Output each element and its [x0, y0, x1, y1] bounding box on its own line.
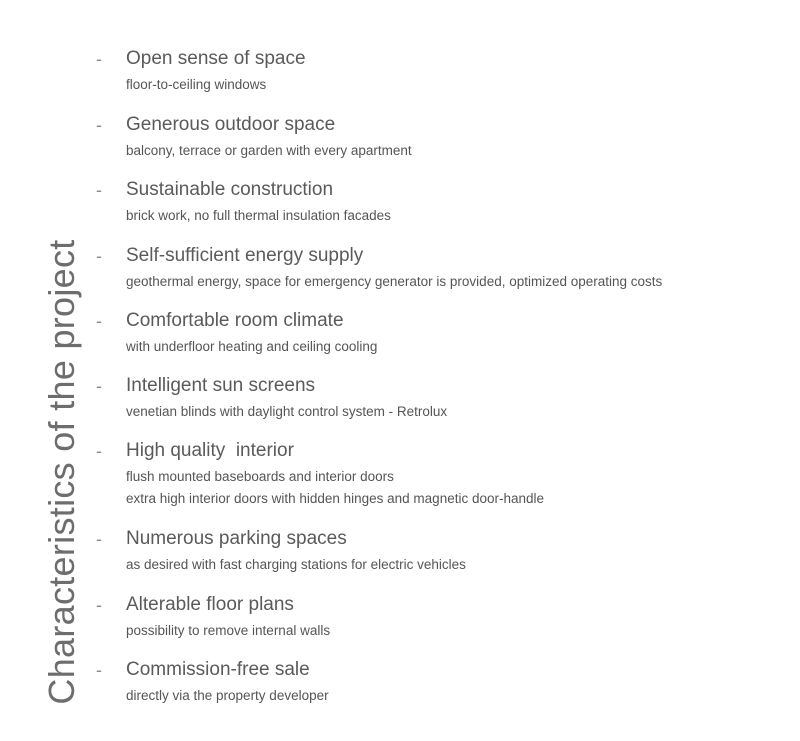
item-description: geothermal energy, space for emergency generator is provided, optimized operating costs — [126, 274, 663, 289]
item-heading: Generous outdoor space — [126, 114, 336, 135]
item-heading: Self-sufficient energy supply — [126, 245, 364, 266]
bullet-dash: - — [96, 660, 102, 680]
bullet-dash: - — [96, 595, 102, 615]
bullet-dash: - — [96, 180, 102, 200]
item-heading: Commission-free sale — [126, 659, 310, 680]
item-description: floor-to-ceiling windows — [126, 77, 267, 92]
item-description: flush mounted baseboards and interior doors — [126, 469, 394, 484]
bullet-dash: - — [96, 49, 102, 69]
bullet-dash: - — [96, 115, 102, 135]
item-heading: High quality interior — [126, 440, 294, 461]
item-heading: Sustainable construction — [126, 179, 334, 200]
item-heading: Numerous parking spaces — [126, 528, 347, 549]
item-heading: Alterable floor plans — [126, 594, 294, 615]
item-description: as desired with fast charging stations for electric vehicles — [126, 557, 466, 572]
bullet-dash: - — [96, 441, 102, 461]
item-heading: Open sense of space — [126, 48, 306, 69]
bullet-dash: - — [96, 311, 102, 331]
item-heading: Intelligent sun screens — [126, 375, 316, 396]
page-title: Characteristics of the project — [41, 239, 82, 705]
item-heading: Comfortable room climate — [126, 310, 344, 331]
item-description: extra high interior doors with hidden hinges and magnetic door-handle — [126, 491, 545, 506]
item-description: directly via the property developer — [126, 688, 329, 703]
item-description: venetian blinds with daylight control system - Retrolux — [126, 404, 448, 419]
item-description: with underfloor heating and ceiling cooling — [126, 339, 378, 354]
bullet-dash: - — [96, 529, 102, 549]
item-description: possibility to remove internal walls — [126, 623, 331, 638]
item-description: brick work, no full thermal insulation facades — [126, 208, 391, 223]
bullet-dash: - — [96, 376, 102, 396]
bullet-dash: - — [96, 246, 102, 266]
item-description: balcony, terrace or garden with every apartment — [126, 143, 412, 158]
